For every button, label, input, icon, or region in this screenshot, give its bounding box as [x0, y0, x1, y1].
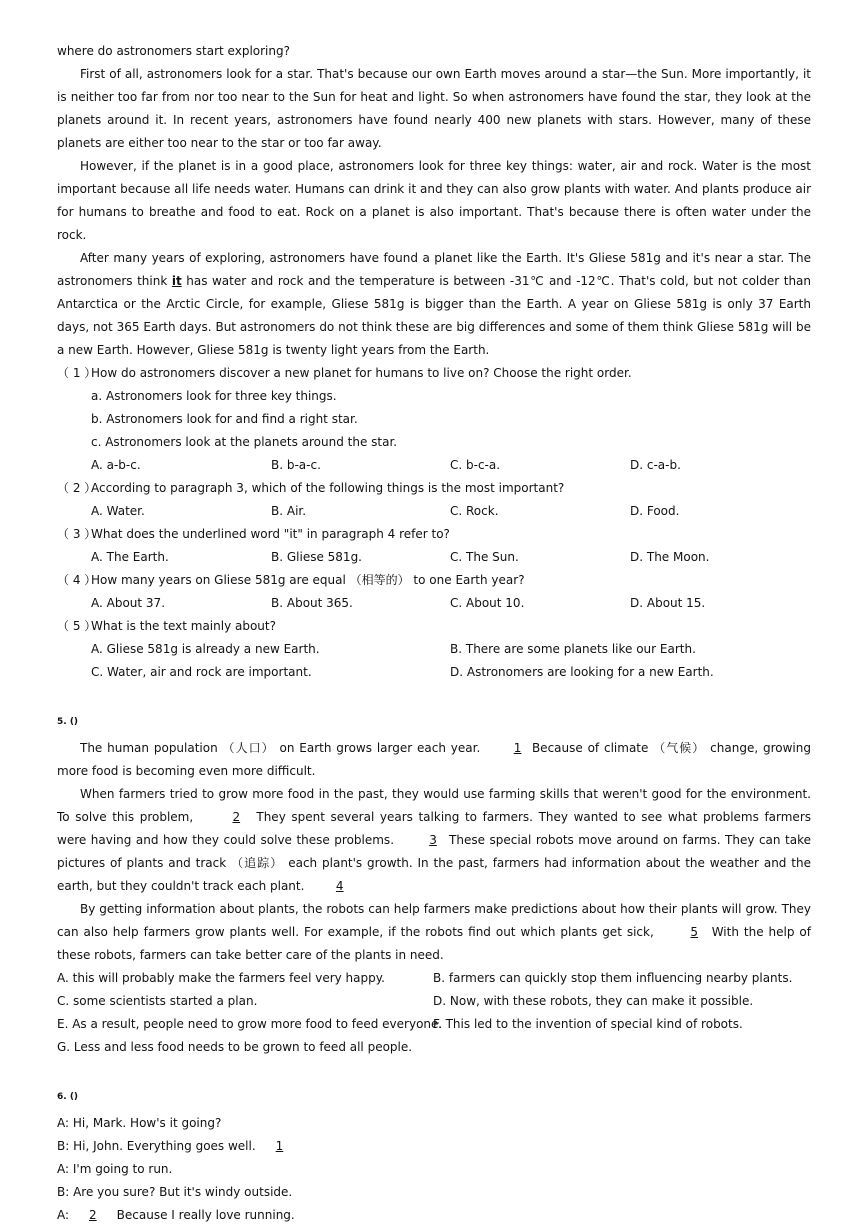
question-text: According to paragraph 3, which of the following things is the most important? — [91, 481, 565, 495]
underlined-word-it: it — [171, 274, 182, 288]
option-c[interactable]: C. some scientists started a plan. — [57, 994, 258, 1008]
text-segment: Because of climate （气候） change, growing more food is becoming even more difficult. — [57, 741, 811, 778]
dialogue-line-5 — [57, 1204, 811, 1227]
option-g[interactable]: G. Less and less food needs to be grown to feed all people. — [57, 1040, 413, 1054]
option-b[interactable]: B. Gliese 581g. — [271, 550, 362, 564]
text-segment: When farmers tried to grow more food in the past, they would use farming skills that weren't good for the environment. To solve this problem, — [57, 787, 811, 824]
question-number: （ 2 ） — [57, 481, 97, 495]
option-a[interactable]: A. Gliese 581g is already a new Earth. — [91, 642, 320, 656]
question-text: What is the text mainly about? — [91, 619, 276, 633]
passage-paragraph-3 — [57, 247, 811, 362]
section-5-paragraph-3 — [57, 898, 811, 967]
dialogue-text: A: Hi, Mark. How's it going? — [57, 1116, 222, 1130]
dialogue-text: B: Hi, John. Everything goes well. — [57, 1139, 260, 1153]
option-c[interactable]: C. Rock. — [450, 504, 499, 518]
option-d[interactable]: D. Astronomers are looking for a new Earth. — [450, 665, 714, 679]
option-b[interactable]: B. Air. — [271, 504, 307, 518]
option-a[interactable]: A. a-b-c. — [91, 458, 141, 472]
passage-lead-line: where do astronomers start exploring? — [57, 44, 290, 58]
statement-c: c. Astronomers look at the planets around the star. — [91, 435, 398, 449]
question-4-options — [57, 592, 811, 615]
option-c[interactable]: C. Water, air and rock are important. — [91, 665, 312, 679]
section-5-options-row-1 — [57, 967, 811, 990]
question-5-options-row-1 — [57, 638, 811, 661]
option-b[interactable]: B. About 365. — [271, 596, 353, 610]
option-c[interactable]: C. b-c-a. — [450, 458, 501, 472]
question-4 — [57, 569, 811, 592]
option-a[interactable]: A. The Earth. — [91, 550, 169, 564]
dialogue-line-4 — [57, 1181, 811, 1204]
blank-5[interactable]: 5 — [690, 925, 699, 939]
option-a[interactable]: A. About 37. — [91, 596, 166, 610]
question-number: （ 1 ） — [57, 366, 97, 380]
dialogue-line-1 — [57, 1112, 811, 1135]
statement-b: b. Astronomers look for and find a right star. — [91, 412, 358, 426]
blank-1[interactable]: 1 — [513, 741, 522, 755]
question-3-options — [57, 546, 811, 569]
passage-paragraph-1: First of all, astronomers look for a star. That's because our own Earth moves around a star—the Sun. More importantly, it is neither too far from nor too near to the Sun for heat and light. So when astronomers have found the star, they look at the planets around it. In recent years, astronomers have found nearly 400 new planets with stars. However, many of these planets are either too near to the star or too far away. — [57, 67, 811, 150]
option-d[interactable]: D. Now, with these robots, they can make it possible. — [433, 994, 754, 1008]
question-5 — [57, 615, 811, 638]
dialogue-line-3 — [57, 1158, 811, 1181]
question-text: How do astronomers discover a new planet for humans to live on? Choose the right order. — [91, 366, 632, 380]
question-text: How many years on Gliese 581g are equal （相等的） to one Earth year? — [91, 573, 525, 587]
section-5-paragraph-2 — [57, 783, 811, 898]
blank-2[interactable]: 2 — [232, 810, 241, 824]
question-number: （ 3 ） — [57, 527, 97, 541]
question-2 — [57, 477, 811, 500]
option-b[interactable]: B. b-a-c. — [271, 458, 321, 472]
section-6-label: 6. () — [57, 1092, 79, 1102]
option-c[interactable]: C. The Sun. — [450, 550, 519, 564]
text-segment: With the help of these robots, farmers can take better care of the plants in need. — [57, 925, 811, 962]
section-5-paragraph-1 — [57, 737, 811, 783]
question-2-options — [57, 500, 811, 523]
question-5-options-row-2 — [57, 661, 811, 684]
dialogue-text: A: — [57, 1208, 73, 1222]
statement-a: a. Astronomers look for three key things. — [91, 389, 337, 403]
option-b[interactable]: B. farmers can quickly stop them influencing nearby plants. — [433, 971, 793, 985]
section-5-options-row-3 — [57, 1013, 811, 1036]
question-1 — [57, 362, 811, 385]
dialogue-text: B: Are you sure? But it's windy outside. — [57, 1185, 293, 1199]
dialogue-blank-1[interactable]: 1 — [275, 1139, 284, 1153]
section-5-label: 5. () — [57, 717, 79, 727]
text-segment: The human population （人口） on Earth grows larger each year. — [80, 741, 486, 755]
dialogue-line-2 — [57, 1135, 811, 1158]
option-b[interactable]: B. There are some planets like our Earth. — [450, 642, 696, 656]
dialogue-text: Because I really love running. — [112, 1208, 295, 1222]
worksheet-page — [57, 40, 811, 1227]
option-c[interactable]: C. About 10. — [450, 596, 525, 610]
option-d[interactable]: D. The Moon. — [630, 550, 710, 564]
question-number: （ 5 ） — [57, 619, 97, 633]
option-d[interactable]: D. Food. — [630, 504, 680, 518]
paragraph-3-start: After many years of exploring, astronomers have found a planet like the Earth. It's Gliese 581g and it's near a star. The astronomers think — [57, 251, 811, 288]
option-d[interactable]: D. c-a-b. — [630, 458, 681, 472]
option-d[interactable]: D. About 15. — [630, 596, 706, 610]
option-e[interactable]: E. As a result, people need to grow more food to feed everyone. — [57, 1017, 443, 1031]
text-segment: These special robots move around on farms. They can take pictures of plants and track （追踪） each plant's growth. In the past, farmers had information about the weather and the earth, but they couldn't track each plant. — [57, 833, 811, 893]
option-a[interactable]: A. this will probably make the farmers feel very happy. — [57, 971, 385, 985]
text-segment: By getting information about plants, the robots can help farmers make predictions about how their plants will grow. They can also help farmers grow plants well. For example, if the robots find out which plants get sick, — [57, 902, 811, 939]
passage-paragraph-2: However, if the planet is in a good place, astronomers look for three key things: water, air and rock. Water is the most important because all life needs water. Humans can drink it and they can also grow plants with water. And plants produce air for humans to breathe and food to eat. Rock on a planet is also important. That's because there is often water under the rock. — [57, 159, 811, 242]
question-number: （ 4 ） — [57, 573, 97, 587]
blank-4[interactable]: 4 — [335, 879, 344, 893]
paragraph-3-rest: has water and rock and the temperature is between -31℃ and -12℃. That's cold, but not colder than Antarctica or the Arctic Circle, for example, Gliese 581g is bigger than the Earth. A year on Gliese 581g is only 37 Earth days, not 365 Earth days. But astronomers do not think these are big differences and some of them think Gliese 581g will be a new Earth. However, Gliese 581g is twenty light years from the Earth. — [57, 274, 812, 357]
section-5-options-row-4 — [57, 1036, 811, 1059]
dialogue-blank-2[interactable]: 2 — [89, 1208, 97, 1222]
dialogue-text: A: I'm going to run. — [57, 1162, 173, 1176]
section-5-options-row-2 — [57, 990, 811, 1013]
question-1-options — [57, 454, 811, 477]
text-segment: They spent several years talking to farmers. They wanted to see what problems farmers were having and how they could solve these problems. — [57, 810, 812, 847]
question-text: What does the underlined word "it" in paragraph 4 refer to? — [91, 527, 450, 541]
option-a[interactable]: A. Water. — [91, 504, 145, 518]
blank-3[interactable]: 3 — [429, 833, 437, 847]
question-3 — [57, 523, 811, 546]
option-f[interactable]: F. This led to the invention of special kind of robots. — [433, 1017, 743, 1031]
